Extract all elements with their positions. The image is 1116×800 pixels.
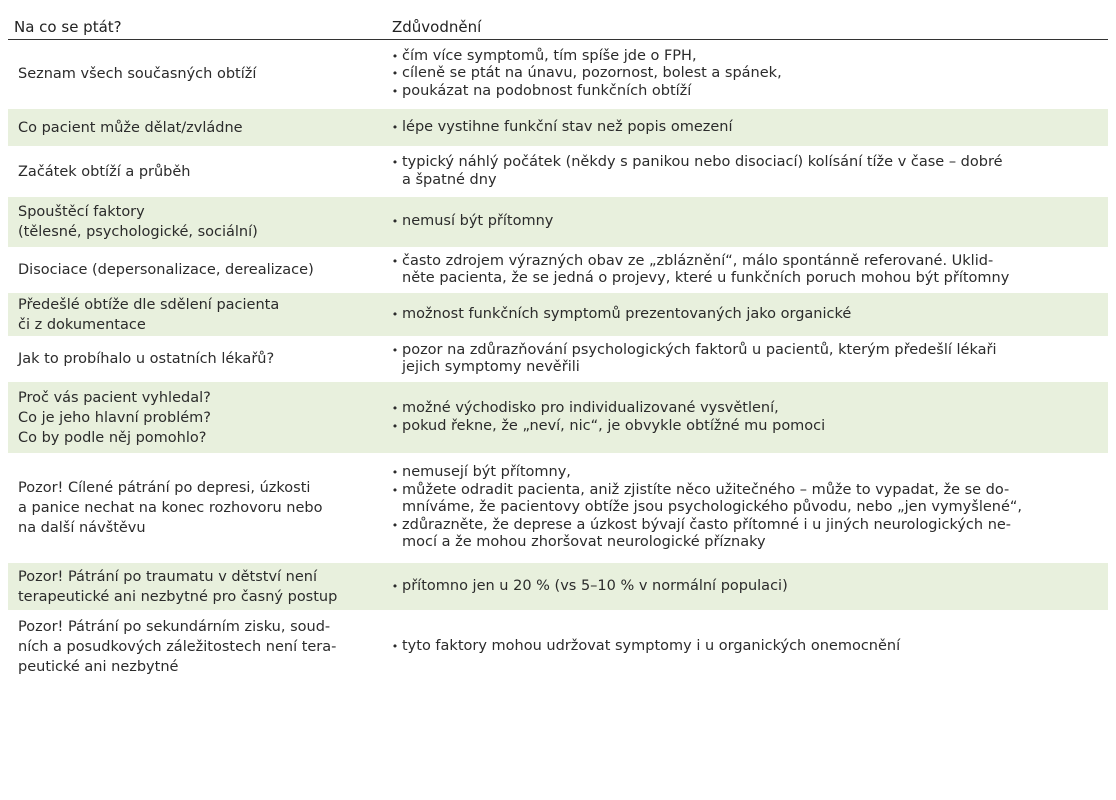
reason-cell	[388, 154, 1108, 189]
table-row	[8, 248, 1108, 293]
bullet-icon: •	[391, 120, 399, 134]
bullet-icon: •	[391, 466, 399, 480]
bullet-icon	[388, 359, 402, 377]
reason-text: typický náhlý počátek (někdy s panikou nebo disociací) kolísání tíže v čase – dobré	[402, 154, 1003, 170]
question-cell	[8, 295, 388, 335]
reason-text: něte pacienta, že se jedná o projevy, které u funkčních poruch mohou být přítomny	[402, 270, 1010, 286]
reason-item	[388, 482, 1108, 500]
clinical-questions-table	[8, 18, 1108, 684]
bullet-icon: •	[391, 579, 399, 593]
reason-text: mníváme, že pacientovy obtíže jsou psychologického původu, nebo „jen vymyšlené“,	[402, 499, 1022, 516]
table-row	[8, 109, 1108, 147]
reason-cell	[388, 306, 1108, 324]
question-line: Proč vás pacient vyhledal?	[18, 389, 211, 406]
reason-item	[388, 418, 1108, 436]
bullet-icon: •	[391, 67, 399, 81]
bullet-icon: •	[391, 640, 399, 654]
question-line: Jak to probíhalo u ostatních lékařů?	[18, 351, 275, 367]
bullet-icon: •	[391, 419, 399, 433]
question-line: Spouštěcí faktory	[18, 204, 145, 220]
reason-cell	[388, 48, 1108, 101]
reason-text: zdůrazněte, že deprese a úzkost bývají často přítomné i u jiných neurologických ne-	[402, 516, 1012, 533]
question-cell	[8, 478, 388, 538]
reason-item	[388, 578, 1108, 596]
header-reason: Zdůvodnění	[392, 18, 482, 36]
reason-item	[388, 359, 1108, 377]
reason-item	[388, 306, 1108, 324]
reason-item	[388, 83, 1108, 101]
question-line: Pozor! Pátrání po sekundárním zisku, soud-	[18, 619, 331, 635]
question-line: Co pacient může dělat/zvládne	[18, 119, 243, 136]
question-line: terapeutické ani nezbytné pro časný postup	[18, 588, 338, 605]
table-row	[8, 197, 1108, 248]
question-line: na další návštěvu	[18, 520, 146, 536]
reason-text: a špatné dny	[402, 171, 497, 188]
reason-item	[388, 119, 1108, 137]
bullet-icon: •	[391, 343, 399, 357]
reason-item	[388, 253, 1108, 271]
question-line: (tělesné, psychologické, sociální)	[18, 224, 258, 240]
question-cell	[8, 388, 388, 448]
reason-text: nemusejí být přítomny,	[402, 464, 571, 481]
bullet-icon: •	[391, 215, 399, 229]
reason-item	[388, 172, 1108, 190]
bullet-icon: •	[391, 483, 399, 497]
reason-text: nemusí být přítomny	[402, 213, 554, 230]
table-row	[8, 611, 1108, 684]
question-cell	[8, 202, 388, 242]
question-cell	[8, 260, 388, 280]
question-cell	[8, 118, 388, 138]
reason-item	[388, 154, 1108, 172]
reason-cell	[388, 638, 1108, 656]
reason-item	[388, 534, 1108, 552]
bullet-icon: •	[391, 49, 399, 63]
question-line: Co je jeho hlavní problém?	[18, 409, 211, 426]
reason-text: mocí a že mohou zhoršovat neurologické příznaky	[402, 534, 766, 551]
table-row	[8, 337, 1108, 382]
reason-cell	[388, 400, 1108, 435]
question-line: Disociace (depersonalizace, derealizace)	[18, 262, 314, 278]
table-row	[8, 454, 1108, 563]
reason-item	[388, 400, 1108, 418]
bullet-icon	[388, 534, 402, 552]
reason-text: poukázat na podobnost funkčních obtíží	[402, 82, 692, 99]
reason-item	[388, 48, 1108, 66]
question-cell	[8, 567, 388, 607]
question-line: ních a posudkových záležitostech není tera-	[18, 639, 337, 655]
question-cell	[8, 64, 388, 84]
table-row	[8, 147, 1108, 197]
bullet-icon: •	[391, 84, 399, 98]
question-line: a panice nechat na konec rozhovoru nebo	[18, 500, 323, 516]
question-line: Pozor! Cílené pátrání po depresi, úzkosti	[18, 480, 311, 496]
bullet-icon	[388, 172, 402, 190]
reason-cell	[388, 464, 1108, 552]
bullet-icon: •	[391, 518, 399, 532]
reason-text: můžete odradit pacienta, aniž zjistíte něco užitečného – může to vypadat, že se do-	[402, 481, 1010, 498]
reason-item	[388, 213, 1108, 231]
reason-text: přítomno jen u 20 % (vs 5–10 % v normální populaci)	[402, 577, 788, 594]
reason-cell	[388, 119, 1108, 137]
question-line: Pozor! Pátrání po traumatu v dětství není	[18, 568, 317, 585]
question-line: Seznam všech současných obtíží	[18, 66, 257, 82]
question-line: či z dokumentace	[18, 316, 146, 333]
reason-cell	[388, 213, 1108, 231]
reason-item	[388, 342, 1108, 360]
reason-cell	[388, 253, 1108, 288]
reason-cell	[388, 342, 1108, 377]
reason-item	[388, 499, 1108, 517]
question-line: Co by podle něj pomohlo?	[18, 429, 207, 446]
question-line: Začátek obtíží a průběh	[18, 163, 191, 180]
header-question: Na co se ptát?	[14, 18, 122, 36]
reason-text: cíleně se ptát na únavu, pozornost, bolest a spánek,	[402, 65, 782, 82]
reason-item	[388, 65, 1108, 83]
reason-item	[388, 464, 1108, 482]
bullet-icon: •	[391, 402, 399, 415]
question-line: Předešlé obtíže dle sdělení pacienta	[18, 296, 280, 313]
reason-text: pokud řekne, že „neví, nic“, je obvykle obtížné mu pomoci	[402, 417, 826, 434]
reason-text: možnost funkčních symptomů prezentovaných jako organické	[402, 305, 852, 322]
reason-item	[388, 517, 1108, 535]
reason-item	[388, 638, 1108, 656]
table-row	[8, 293, 1108, 337]
table-row	[8, 563, 1108, 611]
question-cell	[8, 349, 388, 369]
question-cell	[8, 162, 388, 182]
table-row	[8, 40, 1108, 109]
question-cell	[8, 617, 388, 677]
reason-text: čím více symptomů, tím spíše jde o FPH,	[402, 47, 697, 64]
bullet-icon	[388, 499, 402, 517]
bullet-icon: •	[391, 156, 399, 169]
reason-text: jejich symptomy nevěřili	[402, 359, 580, 375]
bullet-icon: •	[391, 254, 399, 268]
bullet-icon	[388, 270, 402, 288]
reason-text: možné východisko pro individualizované vysvětlení,	[402, 400, 779, 416]
reason-text: často zdrojem výrazných obav ze „zbláznění“, málo spontánně referované. Uklid-	[402, 252, 994, 269]
reason-item	[388, 270, 1108, 288]
bullet-icon: •	[391, 307, 399, 321]
reason-cell	[388, 578, 1108, 596]
question-line: peutické ani nezbytné	[18, 659, 179, 675]
table-row	[8, 382, 1108, 454]
table-body	[8, 40, 1108, 684]
reason-text: tyto faktory mohou udržovat symptomy i u organických onemocnění	[402, 638, 901, 655]
reason-text: pozor na zdůrazňování psychologických faktorů u pacientů, kterým předešlí lékaři	[402, 341, 997, 358]
table-header	[8, 18, 1108, 40]
reason-text: lépe vystihne funkční stav než popis omezení	[402, 118, 733, 135]
